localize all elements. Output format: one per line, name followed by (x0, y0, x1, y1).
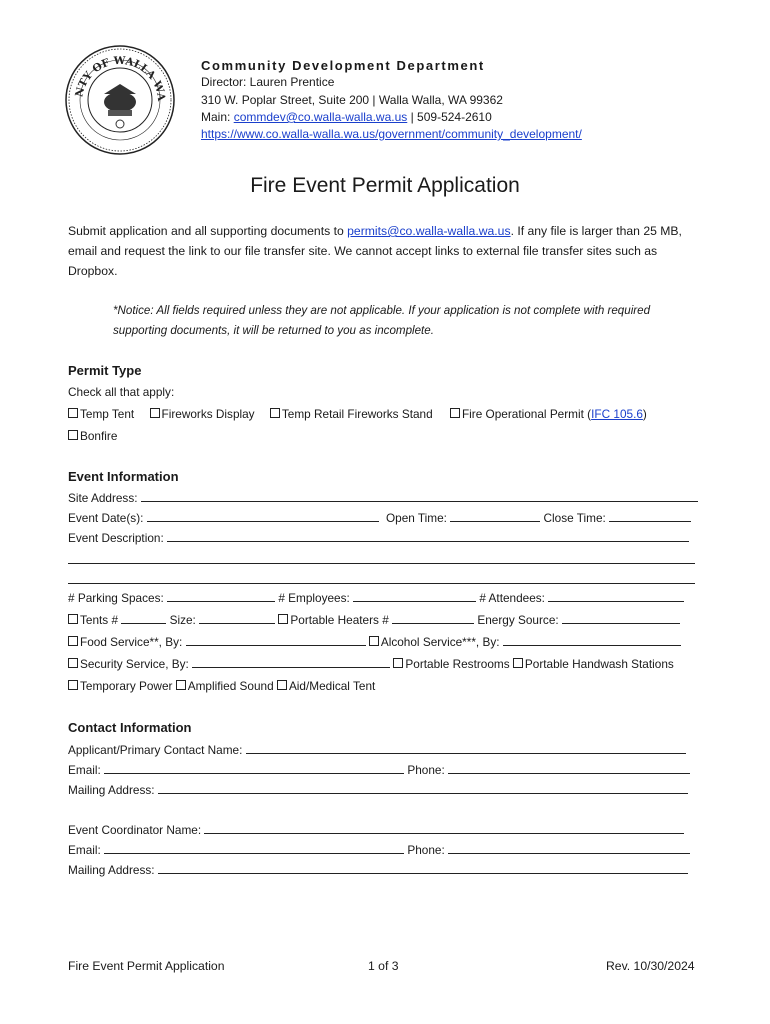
description-line-3[interactable] (68, 582, 695, 584)
coordinator-mailing-row (68, 862, 688, 878)
checkbox-icon[interactable] (393, 658, 403, 668)
security-row (68, 656, 674, 672)
event-dates-label: Event Date(s): (68, 511, 144, 525)
permit-type-heading: Permit Type (68, 363, 142, 378)
power-label: Temporary Power (80, 679, 173, 693)
services-row (68, 678, 375, 694)
event-dates-row (68, 510, 691, 526)
checkbox-icon[interactable] (176, 680, 186, 690)
size-field[interactable] (199, 612, 275, 624)
attendees-field[interactable] (548, 590, 684, 602)
checkbox-icon[interactable] (450, 408, 460, 418)
counts-row (68, 590, 684, 606)
food-field[interactable] (186, 634, 366, 646)
footer-revision: Rev. 10/30/2024 (606, 959, 695, 973)
mailing-label: Mailing Address: (68, 783, 155, 797)
security-label: Security Service, By: (80, 657, 189, 671)
coordinator-email-row (68, 842, 690, 858)
applicant-mailing-field[interactable] (158, 782, 688, 794)
heaters-label: Portable Heaters # (290, 613, 389, 627)
security-field[interactable] (192, 656, 390, 668)
address-line: 310 W. Poplar Street, Suite 200 | Walla Walla, WA 99362 (201, 93, 503, 107)
close-time-label: Close Time: (543, 511, 606, 525)
website-line (201, 127, 582, 142)
checkbox-icon[interactable] (68, 614, 78, 624)
seal-lettering: NTY OF WALLA WA (73, 54, 168, 102)
email-label: Email: (68, 763, 101, 777)
mailing-label: Mailing Address: (68, 863, 155, 877)
checkbox-icon[interactable] (277, 680, 287, 690)
coordinator-field[interactable] (204, 822, 684, 834)
phone-label: Phone: (407, 763, 445, 777)
notice-text: *Notice: All fields required unless they are not applicable. If your application is not complete with required supporting documents, it will be returned to you as incomplete. (113, 304, 651, 337)
department-name: Community Development Department (201, 58, 485, 73)
restrooms-label: Portable Restrooms (405, 657, 510, 671)
contact-info-heading: Contact Information (68, 720, 192, 735)
tents-label: Tents # (80, 613, 119, 627)
energy-label: Energy Source: (477, 613, 559, 627)
food-alcohol-row (68, 634, 681, 650)
alcohol-label: Alcohol Service***, By: (380, 635, 500, 649)
permit-options-row-2 (68, 428, 117, 444)
employees-label: # Employees: (278, 591, 350, 605)
employees-field[interactable] (353, 590, 476, 602)
footer-doc-name: Fire Event Permit Application (68, 959, 225, 973)
size-label: Size: (169, 613, 196, 627)
temp-tent-option[interactable]: Temp Tent (68, 407, 134, 421)
handwash-label: Portable Handwash Stations (524, 657, 674, 671)
tents-field[interactable] (121, 612, 166, 624)
page-title: Fire Event Permit Application (250, 174, 520, 197)
intro-paragraph (68, 221, 708, 281)
applicant-row (68, 742, 686, 758)
food-label: Food Service**, By: (80, 635, 183, 649)
checkbox-icon[interactable] (150, 408, 160, 418)
applicant-phone-field[interactable] (448, 762, 690, 774)
coordinator-email-field[interactable] (104, 842, 404, 854)
event-dates-field[interactable] (147, 510, 379, 522)
website-link[interactable]: https://www.co.walla-walla.wa.us/government/community_development/ (201, 127, 582, 141)
applicant-mailing-row (68, 782, 688, 798)
main-phone: | 509-524-2610 (407, 110, 492, 124)
checkbox-icon[interactable] (278, 614, 288, 624)
applicant-email-row (68, 762, 690, 778)
open-time-field[interactable] (450, 510, 540, 522)
intro-text-1: Submit application and all supporting documents to (68, 224, 348, 238)
description-label: Event Description: (68, 531, 164, 545)
heaters-field[interactable] (392, 612, 474, 624)
main-email-link[interactable]: commdev@co.walla-walla.wa.us (233, 110, 408, 124)
ifc-link[interactable]: IFC 105.6 (591, 407, 643, 421)
permits-email-link[interactable]: permits@co.walla-walla.wa.us (347, 224, 511, 238)
checkbox-icon[interactable] (513, 658, 523, 668)
email-label: Email: (68, 843, 101, 857)
phone-label: Phone: (407, 843, 445, 857)
coordinator-label: Event Coordinator Name: (68, 823, 202, 837)
permit-instruction: Check all that apply: (68, 385, 175, 399)
checkbox-icon[interactable] (68, 636, 78, 646)
site-address-row (68, 490, 698, 506)
checkbox-icon[interactable] (68, 408, 78, 418)
sound-label: Amplified Sound (187, 679, 274, 693)
aid-label: Aid/Medical Tent (288, 679, 376, 693)
alcohol-field[interactable] (503, 634, 681, 646)
attendees-label: # Attendees: (479, 591, 545, 605)
event-info-heading: Event Information (68, 469, 179, 484)
main-contact-line (201, 110, 492, 125)
bonfire-option[interactable]: Bonfire (68, 429, 117, 443)
site-address-label: Site Address: (68, 491, 138, 505)
checkbox-icon[interactable] (369, 636, 379, 646)
description-line-2[interactable] (68, 562, 695, 564)
checkbox-icon[interactable] (68, 658, 78, 668)
county-seal (64, 44, 176, 156)
checkbox-icon[interactable] (270, 408, 280, 418)
description-row (68, 530, 689, 546)
applicant-field[interactable] (246, 742, 686, 754)
energy-field[interactable] (562, 612, 680, 624)
retail-fireworks-option[interactable]: Temp Retail Fireworks Stand (270, 407, 433, 421)
coordinator-row (68, 822, 684, 838)
coordinator-phone-field[interactable] (448, 842, 690, 854)
main-label: Main: (201, 110, 234, 124)
parking-field[interactable] (167, 590, 275, 602)
fireworks-display-option[interactable]: Fireworks Display (150, 407, 255, 421)
intro-text-2: . If any file is larger than 25 MB, email and request the link to our file transfer site. We cannot accept links to external file transfer sites such as Dropbox. (68, 224, 682, 278)
close-time-field[interactable] (609, 510, 691, 522)
site-address-field[interactable] (141, 490, 698, 502)
tents-row (68, 612, 680, 628)
parking-label: # Parking Spaces: (68, 591, 164, 605)
coordinator-mailing-field[interactable] (158, 862, 688, 874)
footer-page-number: 1 of 3 (368, 959, 399, 973)
checkbox-icon[interactable] (68, 430, 78, 440)
fire-operational-option[interactable]: Fire Operational Permit (IFC 105.6) (450, 407, 647, 421)
description-field[interactable] (167, 530, 689, 542)
director-line: Director: Lauren Prentice (201, 75, 335, 89)
checkbox-icon[interactable] (68, 680, 78, 690)
applicant-email-field[interactable] (104, 762, 404, 774)
open-time-label: Open Time: (385, 511, 447, 525)
permit-options-row-1 (68, 406, 647, 422)
applicant-label: Applicant/Primary Contact Name: (68, 743, 243, 757)
